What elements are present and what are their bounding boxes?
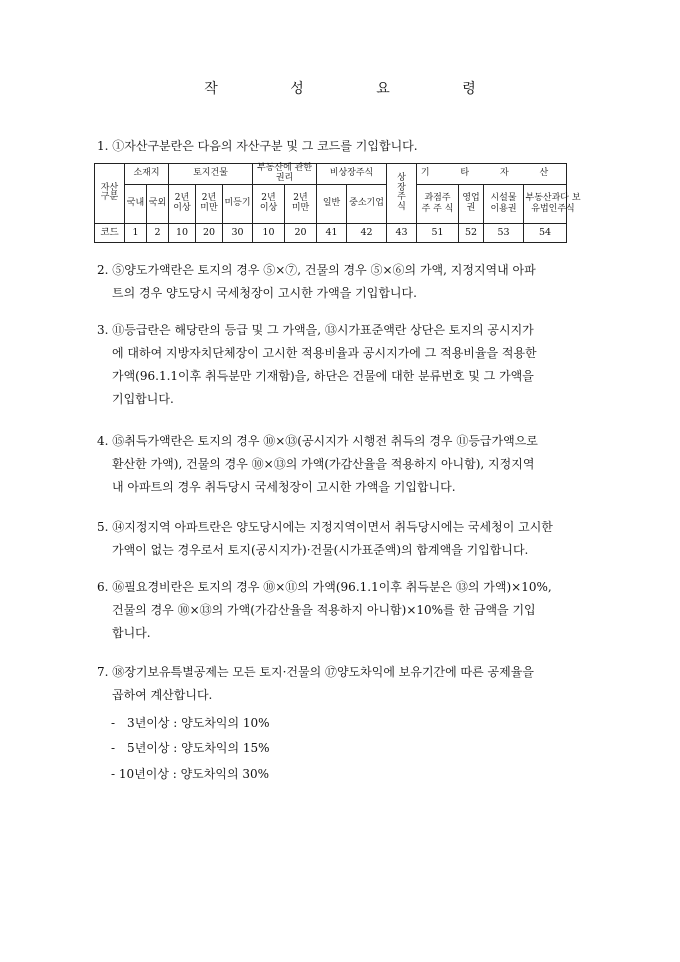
item-line: 2. ⑤양도가액란은 토지의 경우 ⑤×⑦, 건물의 경우 ⑤×⑥의 가액, 지정지역내 아파 (97, 263, 536, 277)
item-line: 6. ⑯필요경비란은 토지의 경우 ⑩×⑪의 가액(96.1.1이후 취득분은 ⑬의 가액)×10%, (97, 580, 552, 594)
sub-domestic: 국내 (125, 184, 147, 223)
sub-rights-over2: 2년 이상 (253, 184, 285, 223)
item-line: 내 아파트의 경우 취득당시 국세청장이 고시한 가액을 기입합니다. (112, 480, 456, 494)
item-7 (97, 661, 594, 707)
bullet-10-years: - 10년이상 : 양도차익의 30% (111, 767, 270, 781)
code-cell: 2 (147, 223, 169, 242)
code-cell: 43 (387, 223, 417, 242)
item-line: 합니다. (112, 626, 151, 640)
item-line: 4. ⑮취득가액란은 토지의 경우 ⑩×⑬(공시지가 시행전 취득의 경우 ⑪등급가액으로 (97, 434, 538, 448)
group-land-building: 토지건물 (169, 164, 253, 185)
code-cell: 20 (196, 223, 223, 242)
item-line: 에 대하여 지방자치단체장이 고시한 적용비율과 공시지가에 그 적용비율을 적용한 (112, 346, 537, 360)
sub-foreign: 국외 (147, 184, 169, 223)
group-others: 기 타 자 산 (417, 164, 567, 185)
sub-unregistered: 미등기 (223, 184, 253, 223)
item-line: 3. ⑪등급란은 해당란의 등급 및 그 가액을, ⑬시가표준액란 상단은 토지의 공시지가 (97, 323, 534, 337)
code-cell: 1 (125, 223, 147, 242)
item-line: 건물의 경우 ⑩×⑬의 가액(가감산율을 적용하지 아니함)×10%를 한 금액을 기입 (112, 603, 536, 617)
code-cell: 54 (524, 223, 567, 242)
code-cell: 42 (347, 223, 387, 242)
item-6 (97, 576, 594, 645)
code-cell: 51 (417, 223, 459, 242)
item-line: 곱하여 계산합니다. (112, 688, 213, 702)
item-4 (97, 430, 594, 499)
code-cell: 52 (459, 223, 484, 242)
sub-business-right: 영업권 (459, 184, 484, 223)
item-2 (97, 259, 594, 305)
item-1-heading: 1. ①자산구분란은 다음의 자산구분 및 그 코드를 기입합니다. (97, 139, 418, 153)
item-line: 5. ⑭지정지역 아파트란은 양도당시에는 지정지역이면서 취득당시에는 국세청이 고시한 (97, 520, 553, 534)
code-label: 코드 (95, 223, 125, 242)
item-line: 가액(96.1.1이후 취득분만 기재함)을, 하단은 건물에 대한 분류번호 및 그 가액을 (112, 369, 534, 383)
sub-land-under2: 2년 미만 (196, 184, 223, 223)
group-listed-stock: 상장주식 (387, 164, 417, 224)
asset-code-table (94, 163, 581, 243)
item-5 (97, 516, 594, 562)
item-line: 트의 경우 양도당시 국세청장이 고시한 가액을 기입합니다. (112, 286, 417, 300)
group-real-estate-rights: 부동산에 관한 권리 (253, 164, 317, 185)
sub-general: 일반 (317, 184, 347, 223)
code-cell: 53 (484, 223, 524, 242)
sub-land-over2: 2년 이상 (169, 184, 196, 223)
code-cell: 30 (223, 223, 253, 242)
sub-facility-right: 시설물 이용권 (484, 184, 524, 223)
sub-sme: 중소기업 (347, 184, 387, 223)
bullet-5-years: - 5년이상 : 양도차익의 15% (111, 741, 270, 755)
item-3 (97, 319, 594, 411)
sub-rea-stock: 부동산과다 보유법인주식 (524, 184, 567, 223)
code-cell: 10 (253, 223, 285, 242)
item-line: 기입합니다. (112, 392, 174, 406)
item-line: 가액이 없는 경우로서 토지(공시지가)·건물(시가표준액)의 합계액을 기입합니다. (112, 543, 529, 557)
sub-rights-under2: 2년 미만 (285, 184, 317, 223)
code-cell: 41 (317, 223, 347, 242)
item-line: 환산한 가액), 건물의 경우 ⑩×⑬의 가액(가감산율을 적용하지 아니함), 지정지역 (112, 457, 535, 471)
code-cell: 10 (169, 223, 196, 242)
group-unlisted-stock: 비상장주식 (317, 164, 387, 185)
item-line: 7. ⑱장기보유특별공제는 모든 토지·건물의 ⑰양도차익에 보유기간에 따른 공제율을 (97, 665, 534, 679)
asset-header-cell: 자산구분 (95, 164, 125, 224)
group-ownership: 소재지 (125, 164, 169, 185)
code-cell: 20 (285, 223, 317, 242)
sub-excess-share: 과점주주 주 식 (417, 184, 459, 223)
bullet-3-years: - 3년이상 : 양도차익의 10% (111, 716, 270, 730)
page-title: 작 성 요 령 (204, 81, 510, 97)
